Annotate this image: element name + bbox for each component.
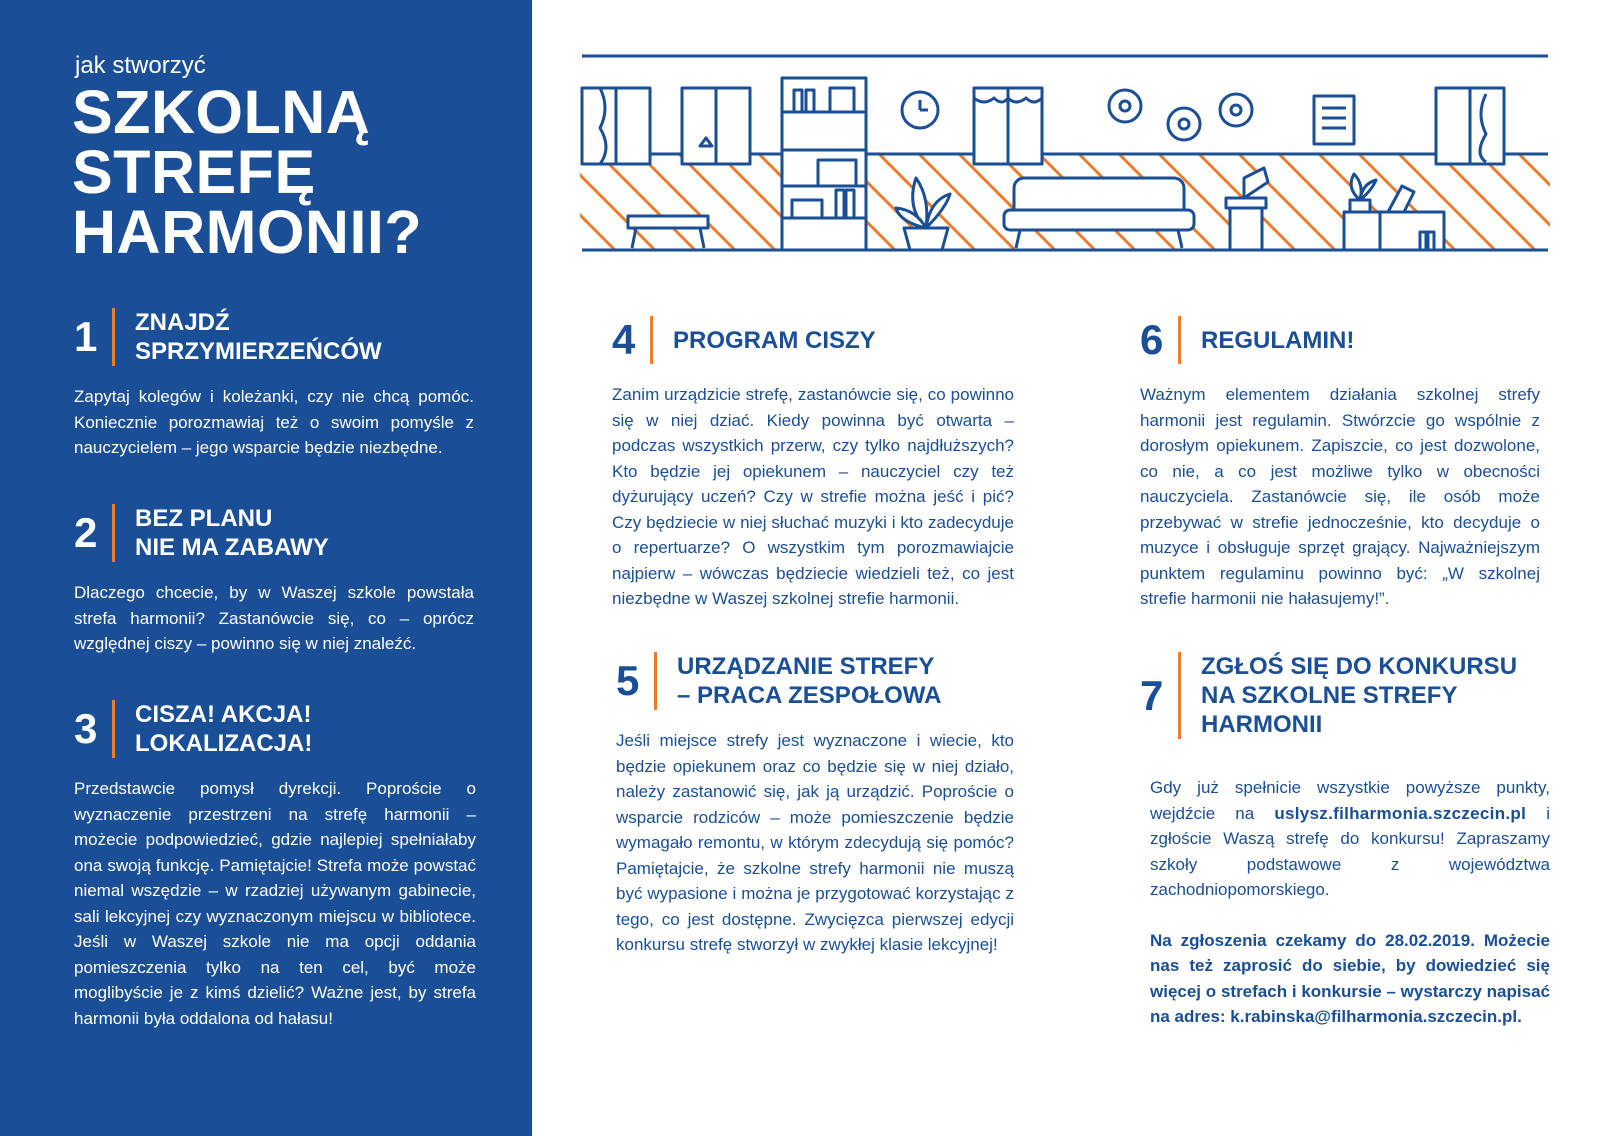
step-1-number: 1: [74, 313, 98, 360]
window-3: [974, 88, 1042, 164]
step-7-divider: [1178, 652, 1181, 739]
step-5-title: [677, 652, 941, 710]
plant-icon: [896, 178, 950, 250]
step-7: [1140, 652, 1550, 1030]
clock-icon: [902, 92, 938, 128]
step-1-title-line-1: ZNAJDŹ: [135, 309, 230, 336]
step-5-title-line-2: – PRACA ZESPOŁOWA: [677, 682, 942, 709]
step-7-deadline-note: Na zgłoszenia czekamy do 28.02.2019. Możecie nas też zaprosić do siebie, by dowiedzieć się więcej o strefach i konkursie – wystarczy napisać na adres: k.rabinska@filharmonia.szczecin.pl.: [1150, 930, 1550, 1026]
step-6-title: [1201, 326, 1354, 355]
step-2-title-line-1: BEZ PLANU: [135, 505, 273, 532]
gramophone-icon: [1226, 168, 1268, 250]
step-3-title: [135, 700, 312, 758]
step-4-header: [612, 316, 1014, 364]
step-1-header: [74, 308, 474, 366]
step-2: [74, 504, 474, 657]
step-4-title: [673, 326, 876, 355]
step-5-divider: [654, 652, 657, 710]
left-panel: [0, 0, 532, 1136]
step-3-title-line-1: CISZA! AKCJA!: [135, 701, 312, 728]
step-7-number: 7: [1140, 671, 1164, 719]
title-line-2: STREFĘ: [72, 138, 316, 206]
window-left: [582, 88, 650, 164]
record-icons: [1109, 90, 1252, 140]
step-7-body-part-1: Gdy już spełnicie wszystkie powyższe punkty, wejdźcie na: [1150, 778, 1550, 823]
step-4: [612, 316, 1014, 612]
step-6-divider: [1178, 316, 1181, 364]
page-title: [72, 78, 492, 266]
step-7-title-line-2: NA SZKOLNE STREFY: [1201, 682, 1458, 709]
step-1-divider: [112, 308, 115, 366]
bench: [628, 216, 708, 248]
step-3-body: Przedstawcie pomysł dyrekcji. Poproście o wyznaczenie przestrzeni na strefę harmonii – możecie podpowiedzieć, gdzie najlepiej spełniałaby ona swoją funkcję. Pamiętajcie! Strefa może powstać niemal wszędzie – w rzadziej używanym gabinecie, sali lekcyjnej czy wyznaczonym miejscu w bibliotece. Jeśli w Waszej szkole nie ma opcji oddania pomieszczenia tylko na ten cel, być może moglibyście je z kimś dzielić? Ważne jest, by strefa harmonii była oddalona od hałasu!: [74, 779, 476, 1028]
window-2: [682, 88, 750, 164]
step-5-header: [616, 652, 1014, 710]
step-5-number: 5: [616, 657, 640, 704]
picture-frame: [1314, 96, 1354, 144]
step-3-number: 3: [74, 705, 98, 752]
step-3-divider: [112, 700, 115, 758]
step-1-title: [135, 308, 382, 366]
step-6-body: Ważnym elementem działania szkolnej strefy harmonii jest regulamin. Stwórzcie go wspólnie z dorosłym opiekunem. Zapiszcie, co jest dozwolone, co nie, a co jest możliwe tylko w obecności nauczyciela. Zastanówcie się, ile osób może przebywać w strefie jednocześnie, kto decyduje o muzyce i obsługuje sprzęt grający. Najważniejszym punktem regulaminu powinno być: „W szkolnej strefie harmonii nie hałasujemy!”.: [1140, 385, 1540, 608]
step-2-number: 2: [74, 509, 98, 556]
step-5: [616, 652, 1014, 958]
step-2-title: [135, 504, 329, 562]
step-7-title-line-3: HARMONII: [1201, 711, 1323, 738]
step-1-title-line-2: SPRZYMIERZEŃCÓW: [135, 338, 382, 365]
title-line-1: SZKOLNĄ: [72, 78, 371, 146]
contest-url-link[interactable]: uslysz.filharmonia.szczecin.pl: [1274, 803, 1527, 823]
step-6-header: [1140, 316, 1540, 364]
sofa: [1004, 178, 1194, 248]
intro-text: jak stworzyć: [75, 52, 206, 79]
step-3-title-line-2: LOKALIZACJA!: [135, 730, 313, 757]
room-illustration: [580, 50, 1550, 260]
step-5-title-line-1: URZĄDZANIE STREFY: [677, 653, 935, 680]
step-4-body: Zanim urządzicie strefę, zastanówcie się, co powinno się w niej dziać. Kiedy powinna być otwarta – podczas wszystkich przerw, czy tylko najdłuższych? Kto będzie jej opiekunem – nauczyciel czy też dyżurujący uczeń? Czy w strefie można jeść i pić? Czy będziecie w niej słuchać muzyki i kto zadecyduje o repertuarze? O wszystkim tym porozmawiajcie najpierw – wówczas będziecie wiedzieli też, co jest niezbędne w Waszej szkolnej strefie harmonii.: [612, 385, 1014, 608]
window-right: [1436, 88, 1504, 164]
step-2-body: Dlaczego chcecie, by w Waszej szkole powstała strefa harmonii? Zastanówcie się, co – oprócz względnej ciszy – powinno się w niej znaleźć.: [74, 583, 474, 653]
step-4-divider: [650, 316, 653, 364]
step-7-title: [1201, 652, 1517, 739]
step-7-header: [1140, 652, 1550, 739]
title-line-3: HARMONII?: [72, 198, 423, 266]
step-2-header: [74, 504, 474, 562]
step-6: [1140, 316, 1540, 612]
step-4-title-line-1: PROGRAM CISZY: [673, 326, 876, 354]
step-7-body: [1140, 775, 1550, 903]
step-6-number: 6: [1140, 316, 1164, 363]
step-5-body: Jeśli miejsce strefy jest wyznaczone i wiecie, kto będzie opiekunem oraz co będzie się w niej działo, należy zastanowić się, jak ją urządzić. Poproście o wsparcie rodziców – może pomieszczenie będzie wymagało remontu, w którym zdecydują się pomóc? Pamiętajcie, że szkolne strefy harmonii nie muszą być wypasione i można je przygotować korzystając z tego, co jest dostępne. Zwycięzca pierwszej edycji konkursu strefę stworzył w zwykłej klasie lekcyjnej!: [616, 731, 1014, 954]
step-7-title-line-1: ZGŁOŚ SIĘ DO KONKURSU: [1201, 653, 1518, 680]
step-4-number: 4: [612, 316, 636, 363]
bookshelf: [782, 78, 866, 250]
step-6-title-line-1: REGULAMIN!: [1201, 326, 1355, 354]
step-3: [74, 700, 476, 1031]
step-7-body-part-2: i zgłoście Waszą strefę do konkursu! Zapraszamy szkoły podstawowe z województwa zachodniopomorskiego.: [1150, 803, 1550, 899]
step-3-header: [74, 700, 476, 758]
step-1-body: Zapytaj kolegów i koleżanki, czy nie chcą pomóc. Koniecznie porozmawiaj też o swoim pomyśle z nauczycielem – jego wsparcie będzie niezbędne.: [74, 387, 474, 457]
step-2-divider: [112, 504, 115, 562]
step-1: [74, 308, 474, 461]
step-2-title-line-2: NIE MA ZABAWY: [135, 534, 329, 561]
